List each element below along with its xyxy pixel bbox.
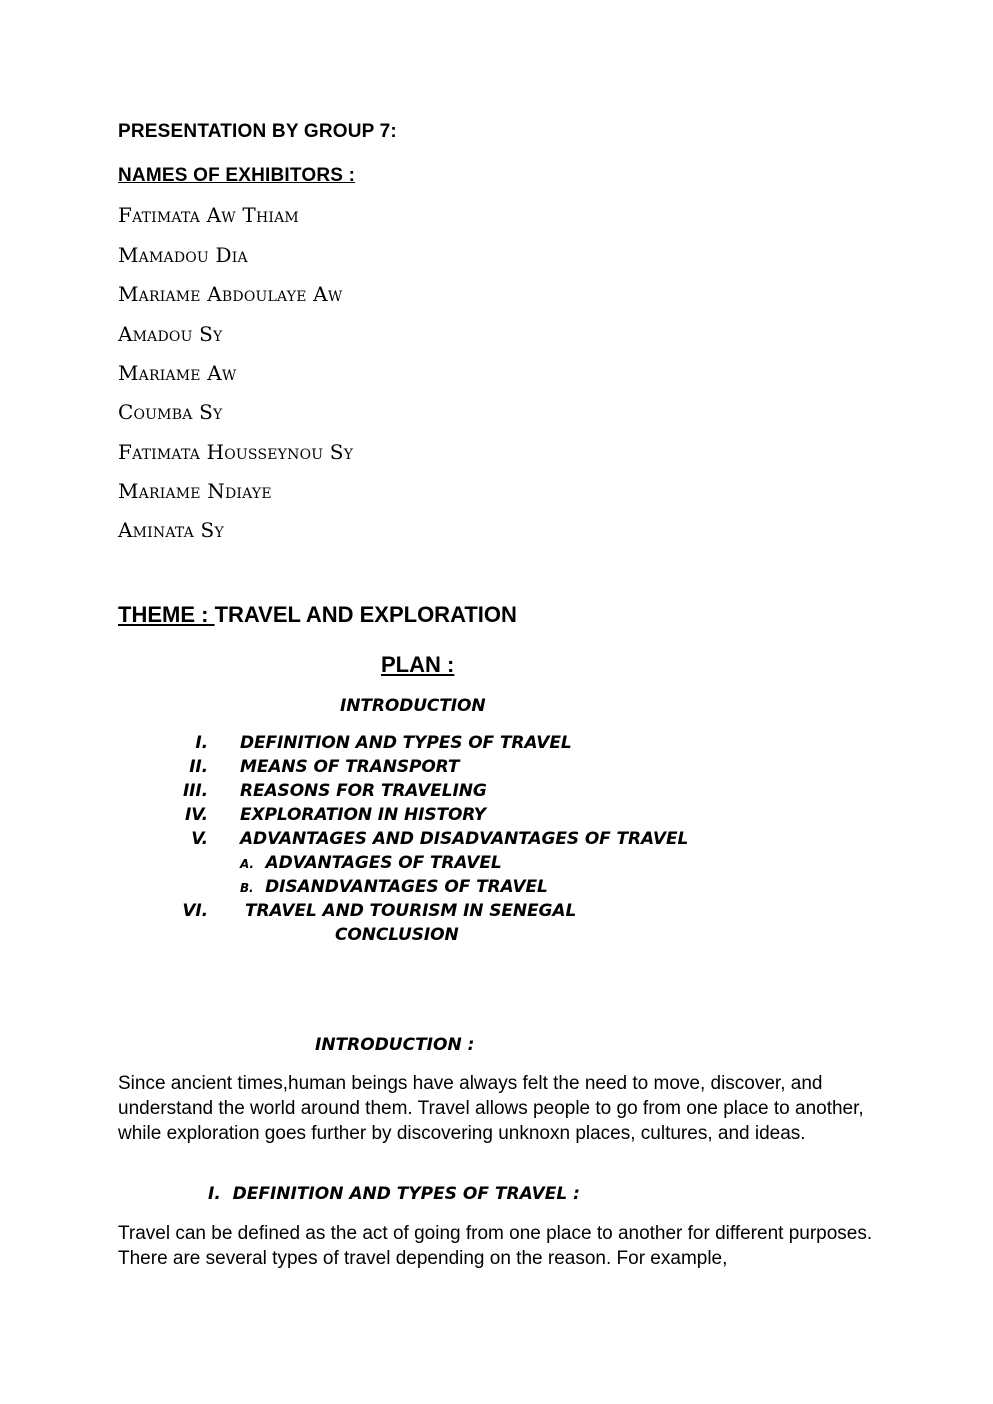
group-title: PRESENTATION BY GROUP 7: [118,121,397,142]
introduction-heading: INTRODUCTION : [315,1035,475,1055]
plan-subitem-text: DISANDVANTAGES OF TRAVEL [265,877,548,897]
plan-numeral: VI. [182,901,208,921]
plan-subitem [240,877,548,897]
exhibitor-name: Mariame Aw [118,361,237,385]
exhibitor-name: Coumba Sy [118,400,223,424]
plan-item-text: MEANS OF TRANSPORT [240,757,460,777]
exhibitor-name: Fatimata Aw Thiam [118,203,299,227]
plan-subitem [240,853,502,873]
plan-item-text: EXPLORATION IN HISTORY [240,805,486,825]
exhibitor-name: Mamadou Dia [118,243,248,267]
plan-introduction: INTRODUCTION [340,696,486,716]
exhibitor-name: Fatimata Housseynou Sy [118,440,354,464]
theme-label: THEME : [118,602,215,627]
plan-subitem-text: ADVANTAGES OF TRAVEL [265,853,502,873]
plan-item-text: DEFINITION AND TYPES OF TRAVEL [240,733,572,753]
theme-value: TRAVEL AND EXPLORATION [214,602,517,627]
plan-numeral: I. [195,733,208,753]
exhibitors-label: NAMES OF EXHIBITORS : [118,165,356,186]
introduction-paragraph: Since ancient times,human beings have always felt the need to move, discover, and understand the world around them. Travel allows people to go from one place to another, while exploration goes further by discovering unknoxn places, cultures, and ideas. [118,1073,864,1144]
section1-heading: I. DEFINITION AND TYPES OF TRAVEL : [208,1184,580,1204]
plan-title: PLAN : [381,652,455,677]
section1-paragraph: Travel can be defined as the act of going from one place to another for different purposes. There are several types of travel depending on the reason. For example, [118,1223,873,1269]
plan-conclusion: CONCLUSION [335,925,459,945]
plan-item-text: ADVANTAGES AND DISADVANTAGES OF TRAVEL [240,829,689,849]
exhibitor-name: Mariame Abdoulaye Aw [118,282,343,306]
plan-subitem-letter: B. [240,881,254,895]
plan-numeral: V. [191,829,208,849]
plan-subitem-letter: A. [240,857,254,871]
exhibitor-name: Mariame Ndiaye [118,479,272,503]
plan-item-text: TRAVEL AND TOURISM IN SENEGAL [245,901,577,921]
exhibitor-name: Amadou Sy [118,322,223,346]
exhibitor-name: Aminata Sy [118,518,224,542]
theme-line [118,602,517,628]
plan-numeral: II. [189,757,208,777]
plan-item-text: REASONS FOR TRAVELING [240,781,487,801]
plan-numeral: IV. [185,805,208,825]
plan-numeral: III. [182,781,208,801]
